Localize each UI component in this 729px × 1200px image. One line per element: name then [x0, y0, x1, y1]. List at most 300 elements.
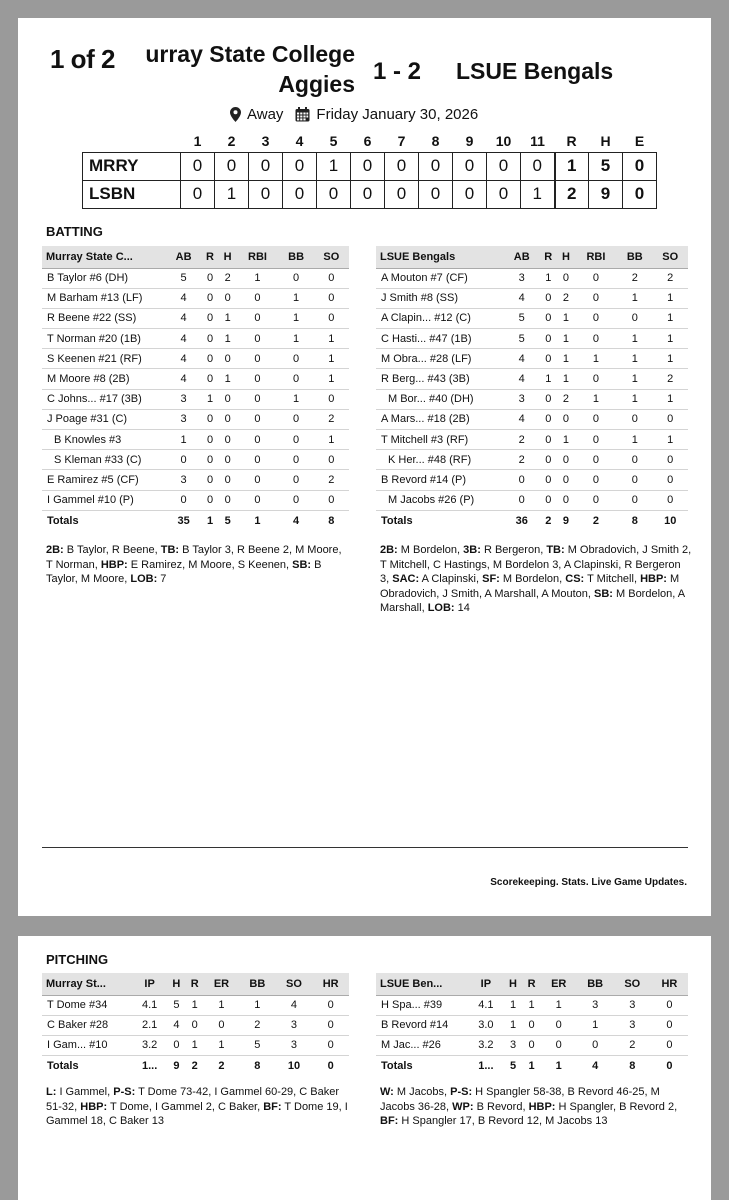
stat-cell: 5: [239, 1035, 276, 1055]
stat-cell: 4: [166, 288, 201, 308]
map-pin-icon: [230, 107, 241, 122]
stat-column-header: R: [186, 973, 204, 995]
stat-cell: 0: [522, 1015, 541, 1035]
note-value: H Spangler 58-38, B Revord 46-25, M Jacobs 36-28,: [380, 1086, 660, 1113]
stat-cell: 2: [614, 1035, 651, 1055]
stat-cell: 4.1: [468, 995, 504, 1015]
player-name: T Mitchell #3 (RF): [376, 430, 504, 450]
stat-cell: 0: [201, 450, 219, 470]
stat-cell: 0: [539, 308, 557, 328]
inning-runs: 0: [453, 180, 487, 208]
page-divider: [42, 847, 688, 848]
note-label: LOB:: [130, 573, 158, 586]
stat-cell: 4: [167, 1015, 185, 1035]
inning-runs: 0: [181, 180, 215, 208]
game-score: 1 - 2: [373, 58, 422, 85]
stat-column-header: R: [201, 246, 219, 268]
stat-cell: 0: [539, 288, 557, 308]
stat-cell: 1: [278, 288, 313, 308]
stat-cell: 0: [575, 409, 617, 429]
stat-cell: 1: [314, 349, 349, 369]
stat-column-header: BB: [239, 973, 276, 995]
player-name: B Revord #14 (P): [376, 470, 504, 490]
totals-cell: 1: [522, 1056, 541, 1077]
home-team-name: LSUE Bengals: [456, 58, 614, 84]
inning-runs: 1: [521, 180, 555, 208]
stat-cell: 0: [236, 389, 278, 409]
stat-cell: 0: [219, 349, 237, 369]
player-row: [42, 995, 349, 1015]
stat-column-header: IP: [132, 973, 167, 995]
stat-column-header: HR: [312, 973, 349, 995]
note-value: I Gammel,: [56, 1086, 114, 1098]
stat-column-header: H: [504, 973, 523, 995]
away-batting-notes: [46, 543, 346, 587]
footer-tagline: Scorekeeping. Stats. Live Game Updates.: [490, 877, 687, 888]
player-name: R Berg... #43 (3B): [376, 369, 504, 389]
stat-column-header: R: [539, 246, 557, 268]
stat-cell: 4: [166, 308, 201, 328]
stat-cell: 0: [314, 490, 349, 510]
stat-cell: 1: [539, 369, 557, 389]
line-score-team-header: [83, 130, 181, 152]
note-value: T Dome 73-42, I Gammel 60-29, C Baker 51-32,: [46, 1086, 340, 1113]
stat-cell: 4: [166, 369, 201, 389]
inning-runs: 0: [283, 152, 317, 180]
stat-cell: 3: [504, 268, 539, 288]
player-name: C Hasti... #47 (1B): [376, 329, 504, 349]
stat-cell: 0: [539, 389, 557, 409]
stat-cell: 0: [236, 288, 278, 308]
stat-column-header: ER: [541, 973, 577, 995]
pitching-section-title: PITCHING: [46, 952, 109, 967]
stat-cell: 1: [617, 389, 652, 409]
inning-runs: 0: [487, 152, 521, 180]
player-name: T Norman #20 (1B): [42, 329, 166, 349]
inning-runs: 0: [521, 152, 555, 180]
stat-cell: 0: [236, 308, 278, 328]
totals-cell: 10: [652, 510, 688, 531]
stat-cell: 1: [186, 995, 204, 1015]
note-label: 2B:: [380, 544, 398, 556]
player-name: A Mars... #18 (2B): [376, 409, 504, 429]
line-score-team-abbr: LSBN: [83, 180, 181, 208]
stat-cell: 0: [539, 349, 557, 369]
stat-cell: 0: [278, 409, 313, 429]
note-value: R Bergeron,: [480, 544, 547, 556]
player-name: E Ramirez #5 (CF): [42, 470, 166, 490]
player-name: S Kleman #33 (C): [42, 450, 166, 470]
stat-cell: 0: [314, 268, 349, 288]
total-runs: 1: [555, 152, 589, 180]
stat-column-header: RBI: [236, 246, 278, 268]
stat-cell: 2: [239, 1015, 276, 1035]
stat-cell: 0: [504, 470, 539, 490]
stat-cell: 0: [539, 450, 557, 470]
note-value: E Ramirez, M Moore, S Keenen,: [127, 558, 293, 571]
inning-runs: 0: [283, 180, 317, 208]
stat-cell: 0: [557, 268, 575, 288]
stat-cell: 1: [557, 430, 575, 450]
note-value: H Spangler 17, B Revord 12, M Jacobs 13: [398, 1115, 608, 1128]
stat-cell: 1: [539, 268, 557, 288]
player-name: J Poage #31 (C): [42, 409, 166, 429]
stat-cell: 1: [575, 389, 617, 409]
stat-cell: 1: [186, 1035, 204, 1055]
note-label: WP:: [452, 1100, 474, 1113]
total-hits: 5: [589, 152, 623, 180]
stat-cell: 0: [617, 308, 652, 328]
stat-cell: 5: [504, 308, 539, 328]
note-label: HBP:: [528, 1100, 556, 1113]
stat-cell: 1: [219, 329, 237, 349]
line-score-row: [83, 180, 657, 208]
home-pitching-notes: [380, 1085, 692, 1129]
note-value: B Taylor 3, R Beene 2, M Moore, T Norman,: [46, 544, 342, 571]
note-label: SB:: [594, 587, 613, 600]
totals-label: Totals: [42, 510, 166, 531]
stat-cell: 0: [201, 430, 219, 450]
stat-cell: 0: [575, 450, 617, 470]
player-row: [42, 490, 349, 510]
player-row: [376, 329, 688, 349]
stat-cell: 0: [201, 349, 219, 369]
line-score-team-abbr: MRRY: [83, 152, 181, 180]
player-name: T Dome #34: [42, 995, 132, 1015]
inning-runs: 0: [317, 180, 351, 208]
stat-cell: 0: [219, 409, 237, 429]
stat-cell: 2: [314, 409, 349, 429]
note-value: M Obradovich, J Smith 2, T Mitchell, C Hastings, M Bordelon 3, A Clapinski, R Bergeron 3,: [380, 544, 692, 586]
note-label: SB:: [292, 558, 312, 571]
stat-cell: 0: [201, 409, 219, 429]
stat-cell: 1: [557, 369, 575, 389]
inning-header: 6: [363, 132, 372, 149]
away-team-name: urray State College: [145, 41, 355, 67]
player-name: I Gammel #10 (P): [42, 490, 166, 510]
inning-header: 5: [329, 132, 338, 149]
stat-cell: 0: [504, 490, 539, 510]
inning-runs: 0: [351, 180, 385, 208]
stat-cell: 0: [651, 1015, 688, 1035]
inning-header: 3: [261, 132, 270, 149]
stat-cell: 1: [314, 430, 349, 450]
note-label: HBP:: [80, 1100, 108, 1113]
player-name: H Spa... #39: [376, 995, 468, 1015]
player-name: J Smith #8 (SS): [376, 288, 504, 308]
note-label: BF:: [380, 1115, 399, 1128]
note-value: H Spangler, B Revord 2,: [555, 1100, 678, 1113]
inning-runs: 0: [249, 152, 283, 180]
player-row: [42, 288, 349, 308]
boxscore-page-1: [18, 18, 711, 916]
player-name: A Clapin... #12 (C): [376, 308, 504, 328]
total-errors: 0: [623, 180, 657, 208]
box-team-header: LSUE Bengals: [376, 246, 504, 268]
totals-label: Totals: [376, 510, 504, 531]
batting-section-title: BATTING: [46, 224, 103, 239]
away-pitching-table: [42, 973, 349, 1077]
stat-cell: 5: [504, 329, 539, 349]
inning-header: 10: [495, 132, 512, 149]
inning-header: 7: [397, 132, 406, 149]
boxscore-page-2: [18, 936, 711, 1200]
stat-cell: 0: [219, 288, 237, 308]
totals-cell: 4: [577, 1056, 614, 1077]
stat-cell: 0: [557, 450, 575, 470]
note-label: W:: [380, 1086, 394, 1098]
inning-runs: 0: [453, 152, 487, 180]
stat-cell: 2: [652, 268, 688, 288]
stat-cell: 0: [236, 349, 278, 369]
stat-cell: 4: [276, 995, 313, 1015]
player-row: [42, 349, 349, 369]
stat-cell: 4: [504, 288, 539, 308]
totals-cell: 8: [617, 510, 652, 531]
stat-cell: 3: [504, 389, 539, 409]
stat-cell: 3: [504, 1035, 523, 1055]
stat-cell: 0: [651, 1035, 688, 1055]
stat-cell: 0: [201, 329, 219, 349]
stat-cell: 0: [314, 450, 349, 470]
stat-cell: 0: [522, 1035, 541, 1055]
stat-cell: 2: [504, 430, 539, 450]
inning-header: 2: [227, 132, 236, 149]
stat-cell: 1: [236, 268, 278, 288]
player-row: [376, 430, 688, 450]
stat-cell: 2: [617, 268, 652, 288]
note-value: M Bordelon,: [499, 573, 566, 586]
stat-column-header: ER: [204, 973, 239, 995]
stat-cell: 0: [557, 490, 575, 510]
box-header-row: [42, 246, 349, 268]
player-name: M Obra... #28 (LF): [376, 349, 504, 369]
game-location: Away: [247, 106, 284, 123]
stat-cell: 0: [186, 1015, 204, 1035]
player-name: K Her... #48 (RF): [376, 450, 504, 470]
inning-runs: 0: [419, 180, 453, 208]
stat-cell: 0: [201, 288, 219, 308]
note-value: T Dome 19, I Gammel 18, C Baker 13: [46, 1100, 348, 1128]
note-label: P-S:: [450, 1086, 473, 1098]
inning-header: 11: [530, 132, 545, 149]
stat-cell: 1: [278, 329, 313, 349]
stat-cell: 1: [219, 308, 237, 328]
note-value: T Dome, I Gammel 2, C Baker,: [107, 1100, 264, 1113]
stat-column-header: SO: [614, 973, 651, 995]
stat-cell: 1: [504, 1015, 523, 1035]
player-name: I Gam... #10: [42, 1035, 132, 1055]
inning-header: 1: [193, 132, 202, 149]
totals-cell: 8: [239, 1056, 276, 1077]
stat-cell: 5: [166, 268, 201, 288]
stat-cell: 0: [312, 1015, 349, 1035]
box-header-row: [376, 246, 688, 268]
stat-cell: 0: [236, 369, 278, 389]
player-row: [376, 470, 688, 490]
totals-cell: 2: [539, 510, 557, 531]
stat-cell: 0: [278, 369, 313, 389]
totals-cell: 1: [541, 1056, 577, 1077]
stat-cell: 3: [166, 409, 201, 429]
stat-cell: 1: [557, 308, 575, 328]
player-name: M Jac... #26: [376, 1035, 468, 1055]
stat-cell: 0: [236, 409, 278, 429]
stat-column-header: BB: [278, 246, 313, 268]
player-name: M Bor... #40 (DH): [376, 389, 504, 409]
stat-cell: 3: [614, 995, 651, 1015]
stat-cell: 0: [575, 490, 617, 510]
away-batting-table: [42, 246, 349, 531]
stat-cell: 2: [557, 389, 575, 409]
stat-cell: 1: [575, 349, 617, 369]
stat-cell: 3: [166, 389, 201, 409]
player-row: [376, 389, 688, 409]
player-row: [42, 308, 349, 328]
note-value: A Clapinski,: [419, 573, 483, 586]
stat-cell: 0: [575, 430, 617, 450]
inning-runs: 0: [351, 152, 385, 180]
stat-column-header: SO: [276, 973, 313, 995]
totals-row: [376, 510, 688, 531]
stat-cell: 0: [166, 450, 201, 470]
inning-header: 4: [295, 132, 304, 149]
stat-cell: 1: [239, 995, 276, 1015]
away-team-name-line2: Aggies: [278, 71, 355, 97]
stat-cell: 0: [541, 1035, 577, 1055]
player-row: [42, 430, 349, 450]
stat-cell: 1: [652, 288, 688, 308]
home-batting-table: [376, 246, 688, 531]
player-row: [376, 1015, 688, 1035]
line-score-table: [82, 130, 657, 209]
note-label: BF:: [263, 1100, 282, 1113]
stat-cell: 0: [278, 268, 313, 288]
player-row: [42, 450, 349, 470]
stat-cell: 0: [236, 329, 278, 349]
inning-runs: 1: [317, 152, 351, 180]
stat-cell: 0: [575, 470, 617, 490]
stat-cell: 0: [201, 490, 219, 510]
inning-runs: 0: [385, 180, 419, 208]
stat-cell: 0: [219, 450, 237, 470]
stat-cell: 0: [575, 308, 617, 328]
player-row: [42, 1015, 349, 1035]
stat-cell: 0: [617, 470, 652, 490]
note-value: M Obradovich, J Smith, A Marshall, A Mouton,: [380, 573, 680, 600]
totals-cell: 10: [276, 1056, 313, 1077]
stat-cell: 1: [617, 288, 652, 308]
totals-cell: 1...: [468, 1056, 504, 1077]
player-row: [42, 389, 349, 409]
player-row: [42, 409, 349, 429]
note-label: SAC:: [392, 573, 420, 586]
stat-cell: 0: [314, 389, 349, 409]
stat-cell: 4: [166, 349, 201, 369]
stat-cell: 3: [166, 470, 201, 490]
box-header-row: [376, 973, 688, 995]
player-name: R Beene #22 (SS): [42, 308, 166, 328]
totals-cell: 35: [166, 510, 201, 531]
stat-cell: 0: [278, 430, 313, 450]
stat-cell: 5: [167, 995, 185, 1015]
stat-cell: 0: [314, 288, 349, 308]
stat-column-header: H: [557, 246, 575, 268]
note-value: M Bordelon, A Marshall,: [380, 587, 685, 615]
totals-cell: 1: [201, 510, 219, 531]
totals-cell: 2: [575, 510, 617, 531]
stat-column-header: HR: [651, 973, 688, 995]
stat-cell: 0: [278, 490, 313, 510]
box-team-header: Murray St...: [42, 973, 132, 995]
stat-column-header: RBI: [575, 246, 617, 268]
stat-cell: 0: [539, 409, 557, 429]
inning-runs: 1: [215, 180, 249, 208]
totals-cell: 2: [204, 1056, 239, 1077]
stat-cell: 0: [575, 288, 617, 308]
stat-cell: 1: [541, 995, 577, 1015]
note-value: B Taylor, R Beene,: [63, 544, 161, 556]
note-label: TB:: [160, 544, 180, 556]
totals-cell: 8: [314, 510, 349, 531]
note-label: 3B:: [463, 544, 481, 556]
game-meta: [230, 106, 478, 123]
stat-cell: 1: [278, 308, 313, 328]
player-row: [376, 268, 688, 288]
stat-cell: 0: [652, 409, 688, 429]
stat-cell: 0: [278, 349, 313, 369]
player-row: [42, 268, 349, 288]
totals-row: [42, 1056, 349, 1077]
stat-cell: 0: [219, 470, 237, 490]
player-row: [42, 329, 349, 349]
player-row: [376, 369, 688, 389]
stat-cell: 1: [652, 329, 688, 349]
stat-cell: 0: [539, 470, 557, 490]
player-row: [42, 470, 349, 490]
stat-cell: 2: [504, 450, 539, 470]
stat-cell: 1: [617, 369, 652, 389]
player-row: [376, 1035, 688, 1055]
totals-cell: 8: [614, 1056, 651, 1077]
stat-cell: 0: [539, 490, 557, 510]
totals-cell: 36: [504, 510, 539, 531]
note-label: 2B:: [46, 544, 64, 556]
stat-cell: 0: [651, 995, 688, 1015]
inning-header: 8: [431, 132, 440, 149]
stat-cell: 4: [504, 349, 539, 369]
inning-runs: 0: [487, 180, 521, 208]
stat-cell: 0: [278, 470, 313, 490]
stat-column-header: AB: [504, 246, 539, 268]
stat-cell: 1: [522, 995, 541, 1015]
stat-cell: 1: [617, 349, 652, 369]
note-value: M Jacobs,: [393, 1086, 451, 1098]
stat-cell: 0: [201, 308, 219, 328]
inning-header: 9: [465, 132, 474, 149]
note-value: M Bordelon,: [397, 544, 464, 556]
player-name: B Knowles #3: [42, 430, 166, 450]
note-label: SF:: [482, 573, 500, 586]
totals-cell: 1...: [132, 1056, 167, 1077]
stat-cell: 4: [504, 409, 539, 429]
totals-cell: 5: [219, 510, 237, 531]
inning-runs: 0: [181, 152, 215, 180]
stat-cell: 0: [236, 450, 278, 470]
calendar-icon: [295, 107, 310, 122]
player-name: C Johns... #17 (3B): [42, 389, 166, 409]
stat-cell: 1: [204, 1035, 239, 1055]
